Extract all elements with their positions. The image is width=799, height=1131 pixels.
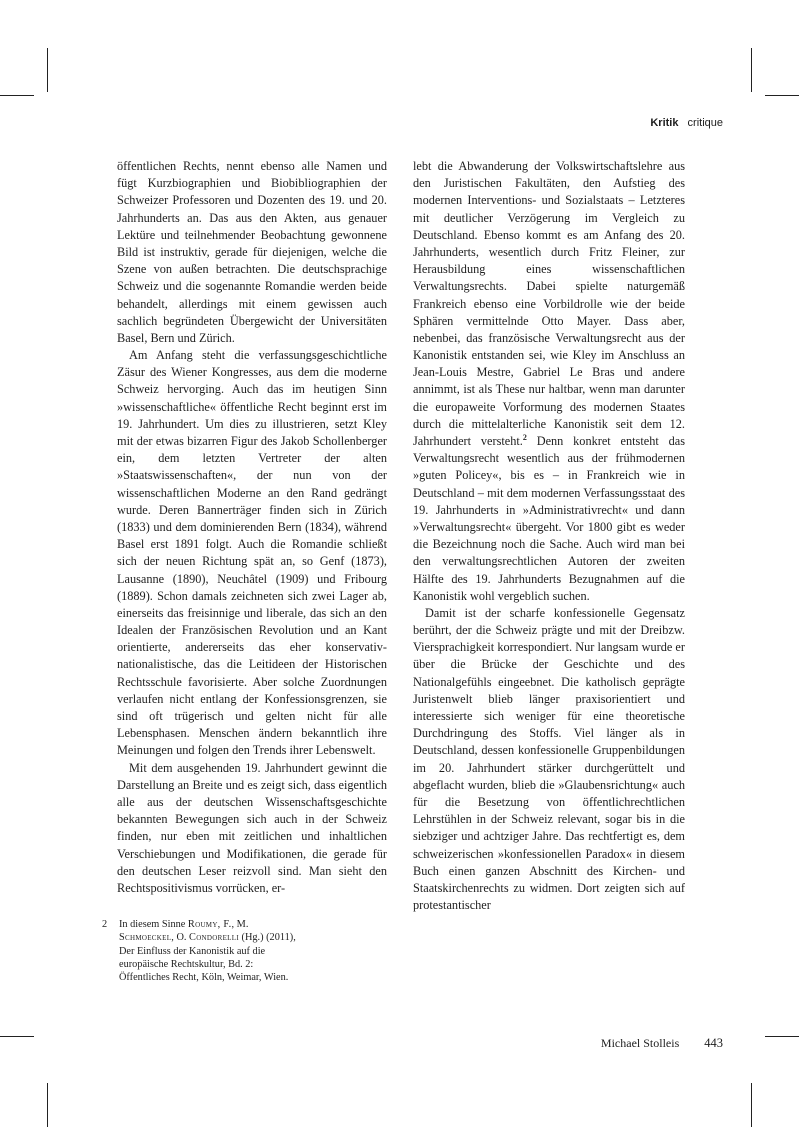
page-footer [601,1036,723,1051]
right-text-column [413,158,685,914]
running-header [650,117,723,129]
crop-mark-top-left [47,48,48,92]
crop-mark-top-right-h [765,95,799,96]
header-section: Kritik [650,117,679,129]
header-subsection: critique [687,117,723,129]
crop-mark-bottom-left [47,1083,48,1127]
right-paragraph-2: Damit ist der scharfe konfessionelle Gegensatz berührt, der die Schweiz prägte und mit der Dreibzw. Viersprachigkeit korrespondiert. Nur langsam wurde er über die Brücke der Geschichte und des Nationalgefühls eingeebnet. Die katholisch geprägte Juristenwelt blieb länger praxisorientiert und interessierte sich weniger für eine theoretische Durchdringung des Stoffs. Viel länger als in Deutschland, dessen konfessionelle Gruppenbildungen im 20. Jahrhundert stärker durchgerüttelt und abgeflacht wurden, blieb die »Glaubensrichtung« auch für die Besetzung von öffentlichrechtlichen Lehrstühlen in der Schweiz relevant, sogar bis in die siebziger und achtziger Jahre. Das rechtfertigt es, dem schweizerischen »konfessionellen Paradox« in diesem Buch einen ganzen Abschnitt des Kirchen- und Staatskirchenrechts zu widmen. Dort zeigten sich auf protestantischer [413,605,685,913]
footnote-separator: , O. [171,932,190,944]
crop-mark-top-right [751,48,752,92]
footer-author: Michael Stolleis [600,1036,680,1050]
footnote-number: 2 [102,919,108,930]
right-paragraph-1 [413,158,685,605]
crop-mark-bottom-left-h [0,1036,34,1037]
footnote-citation: (Hg.) (2011), Der Einfluss der Kanonistik auf die europäische Rechtskultur, Bd. 2: Öffentliches Recht, Köln, Weimar, Wien. [119,932,296,984]
footnote-author: Condorelli [189,932,239,944]
footnote-prefix: In diesem Sinne [119,919,188,930]
footnote-text [119,918,302,984]
footnote-author: Schmoeckel [119,932,172,944]
left-paragraph-3: Mit dem ausgehenden 19. Jahrhundert gewinnt die Darstellung an Breite und es zeigt sich, dass eigentlich alle aus der deutschen Wissenschaftsgeschichte bekannten Bewegungen sich auch in der Schweiz finden, nur eben mit zeitlichen und inhaltlichen Verschiebungen und Modifikationen, die gerade für den deutschen Leser reizvoll sind. Man sieht den Rechtspositivismus vorrücken, er- [117,760,387,895]
right-paragraph-1-part-b: Denn konkret entsteht das Verwaltungsrecht wesentlich aus der frühmodernen »guten Policey«, bis es – in Frankreich wie in Deutschland – mit dem modernen Verfassungsstaat des 19. Jahrhunderts in »Administrativrecht« und dann »Verwaltungsrecht« übergeht. Vor 1800 gibt es weder die Bezeichnung noch die Sache. Auch wird man bei den verwaltungsrechtlichen Autoren der zweiten Hälfte des 19. Jahrhunderts Bezugnahmen auf die Kanonistik wohl vergeblich suchen. [413,434,685,603]
footnote-reference[interactable]: 2 [522,433,527,442]
footnote-separator: , M. [231,919,249,930]
left-paragraph-2: Am Anfang steht die verfassungsgeschichtliche Zäsur des Wiener Kongresses, aus dem die moderne Schweiz hervorging. Auch das im heutigen Sinn »wissenschaftliche« öffentliche Recht beginnt erst im 19. Jahrhundert. Um dies zu illustrieren, setzt Kley mit der etwas bizarren Figur des Jakob Schollenberger ein, dem letzten Vertreter der alten »Staatswissenschaften«, der nun von der wissenschaftlichen Moderne an den Rand gedrängt wurde. Deren Bannerträger finden sich in Zürich (1833) und dem dominierenden Bern (1834), während Basel erst 1891 folgt. Auch die Romandie schließt sich der neuen Richtung spät an, so Genf (1873), Lausanne (1890), Neuchâtel (1909) und Fribourg (1889). Schon damals zeichneten sich zwei Lager ab, einerseits das freisinnige und liberale, das sich an den Idealen der Französischen Revolution und an Kant orientierte, andererseits das eher konservativ-nationalistische, das die Leitideen der Historischen Rechtsschule favorisierte. Aber solche Zuordnungen verlaufen nicht entlang der Konfessionsgrenzen, sie sind oft trügerisch und gelten nicht für alle Lebensphasen. Menschen ändern bekanntlich ihre Meinungen und folgen den Trends ihrer Lebenswelt. [117,348,387,758]
page-number: 443 [704,1036,723,1050]
right-paragraph-1-part-a: lebt die Abwanderung der Volkswirtschaftslehre aus den Juristischen Fakultäten, den Aufstieg des modernen Interventions- und Sozialstaats – Letzteres mit deutlicher Verzögerung im Vergleich zu Deutschland. Ebenso kommt es am Anfang des 20. Jahrhunderts, wesentlich durch Fritz Fleiner, zur Herausbildung eines wissenschaftlichen Verwaltungsrechts. Dabei spielte naturgemäß Frankreich ebenso eine Vorbildrolle wie der beide Sphären vermittelnde Otto Mayer. Dass aber, nebenbei, das französische Verwaltungsrecht aus der Kanonistik entstanden sei, wie Kley im Anschluss an Jean-Louis Mestre, Gabriel Le Bras und andere annimmt, ist als These nur haltbar, wenn man darunter die europaweite Vorformung des modernen Staates durch die mittelalterliche Kanonistik seit dem 12. Jahrhundert versteht. [413,159,685,448]
left-text-column [117,158,387,897]
left-paragraph-1: öffentlichen Rechts, nennt ebenso alle Namen und fügt Kurzbiographien und Biobibliographien der Schweizer Professoren und Dozenten des 19. und 20. Jahrhunderts an. Das aus den Akten, aus genauer Lektüre und teilnehmender Beobachtung gewonnene Bild ist instruktiv, gerade für diejenigen, welche die Szene von außen betrachten. Die deutschsprachige Schweiz und die sogenannte Romandie werden beide behandelt, allerdings mit einem gewissen auch sachlich begründeten Übergewicht der Universitäten Basel, Bern und Zürich. [117,159,387,345]
footnote-author: Roumy, F. [187,919,232,930]
crop-mark-top-left-h [0,95,34,96]
footnote [102,918,302,984]
crop-mark-bottom-right [751,1083,752,1127]
crop-mark-bottom-right-h [765,1036,799,1037]
